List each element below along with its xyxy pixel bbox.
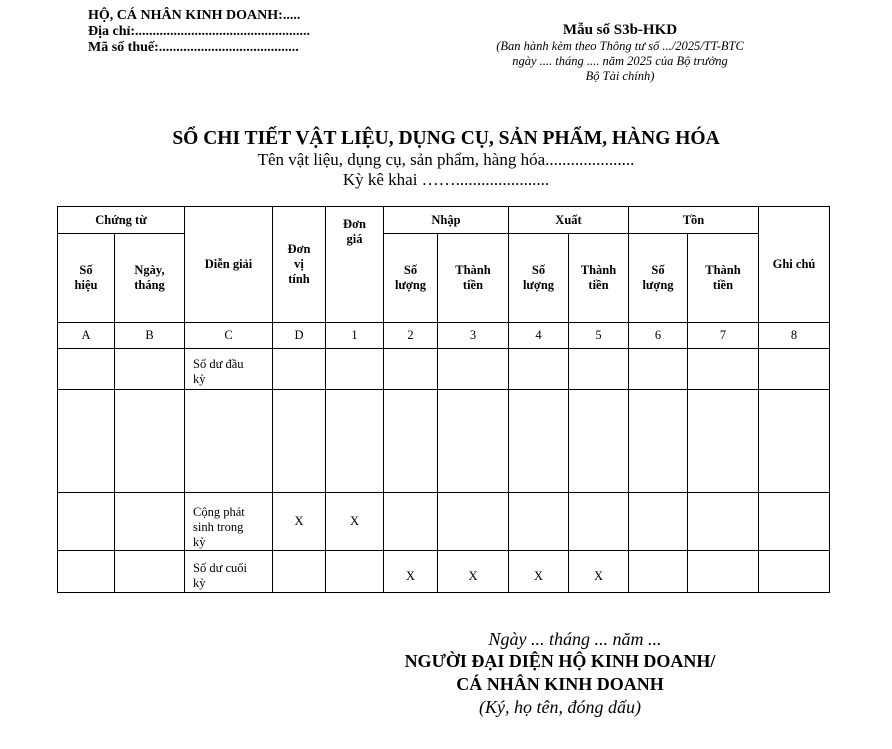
cell-balance-amount[interactable] [688, 551, 759, 593]
item-name-line: Tên vật liệu, dụng cụ, sản phẩm, hàng hóa..................... [257, 150, 635, 169]
form-number: Mẫu số S3b-HKD [562, 22, 678, 38]
col-header-note: Ghi chú [759, 207, 830, 323]
address-label: Địa chỉ:.................................................. [88, 24, 311, 39]
signature-note: (Ký, họ tên, đóng dấu) [479, 697, 641, 717]
col-header-import-qty: Số lượng [384, 234, 438, 323]
cell-export-amount: X [569, 551, 629, 593]
cell-balance-qty[interactable] [629, 349, 688, 390]
cell-balance-qty[interactable] [629, 551, 688, 593]
cell-import-amount[interactable] [438, 390, 509, 493]
cell-voucher-no[interactable] [58, 390, 115, 493]
cell-import-qty: X [384, 551, 438, 593]
cell-balance-amount[interactable] [688, 390, 759, 493]
cell-unit-price[interactable] [326, 390, 384, 493]
group-header-row [58, 207, 830, 234]
signature-title-line1: NGƯỜI ĐẠI DIỆN HỘ KINH DOANH/ [404, 651, 716, 671]
tax-code-label: Mã số thuế:........................................ [88, 40, 299, 55]
col-code: 2 [384, 323, 438, 349]
col-header-voucher-date: Ngày, tháng [115, 234, 185, 323]
business-info [88, 8, 310, 56]
signature-date: Ngày ... tháng ... năm ... [488, 629, 662, 649]
col-header-description: Diễn giải [185, 207, 273, 323]
col-code: 4 [509, 323, 569, 349]
cell-note[interactable] [759, 493, 830, 551]
cell-export-amount[interactable] [569, 493, 629, 551]
cell-export-amount[interactable] [569, 349, 629, 390]
cell-unit-price: X [326, 493, 384, 551]
col-header-balance-qty: Số lượng [629, 234, 688, 323]
col-header-unit-price: Đơn giá [326, 207, 384, 323]
cell-import-amount[interactable] [438, 493, 509, 551]
cell-import-qty[interactable] [384, 349, 438, 390]
cell-balance-amount[interactable] [688, 493, 759, 551]
table-row-entries [58, 390, 830, 493]
cell-unit-price[interactable] [326, 349, 384, 390]
page-title: SỔ CHI TIẾT VẬT LIỆU, DỤNG CỤ, SẢN PHẨM, HÀNG HÓA [172, 128, 720, 149]
table-row-closing-balance [58, 551, 830, 593]
col-code: 3 [438, 323, 509, 349]
col-code: D [273, 323, 326, 349]
form-info [470, 22, 770, 84]
cell-voucher-date[interactable] [115, 551, 185, 593]
cell-description: Số dư cuối kỳ [185, 551, 273, 593]
table-row-opening-balance [58, 349, 830, 390]
cell-export-qty: X [509, 551, 569, 593]
cell-import-amount[interactable] [438, 349, 509, 390]
cell-import-amount: X [438, 551, 509, 593]
group-header-import: Nhập [384, 207, 509, 234]
col-header-import-amount: Thành tiền [438, 234, 509, 323]
cell-note[interactable] [759, 349, 830, 390]
col-header-export-amount: Thành tiền [569, 234, 629, 323]
cell-voucher-no[interactable] [58, 349, 115, 390]
col-header-export-qty: Số lượng [509, 234, 569, 323]
cell-unit[interactable] [273, 349, 326, 390]
cell-voucher-date[interactable] [115, 493, 185, 551]
cell-import-qty[interactable] [384, 390, 438, 493]
group-header-export: Xuất [509, 207, 629, 234]
col-header-voucher-no: Số hiệu [58, 234, 115, 323]
cell-note[interactable] [759, 551, 830, 593]
col-code: 5 [569, 323, 629, 349]
cell-export-qty[interactable] [509, 349, 569, 390]
cell-unit-price[interactable] [326, 551, 384, 593]
cell-description[interactable] [185, 390, 273, 493]
col-code: 1 [326, 323, 384, 349]
signature-title-line2: CÁ NHÂN KINH DOANH [456, 674, 664, 694]
column-header-row [58, 234, 830, 323]
col-code: 6 [629, 323, 688, 349]
form-note-line1: (Ban hành kèm theo Thông tư số .../2025/TT-BTC [496, 39, 744, 53]
col-header-balance-amount: Thành tiền [688, 234, 759, 323]
cell-import-qty[interactable] [384, 493, 438, 551]
cell-balance-qty[interactable] [629, 390, 688, 493]
col-code: A [58, 323, 115, 349]
cell-unit: X [273, 493, 326, 551]
col-header-unit: Đơn vị tính [273, 207, 326, 323]
table-row-period-total [58, 493, 830, 551]
ledger-title-block [0, 128, 892, 190]
form-note-line3: Bộ Tài chính) [585, 69, 655, 83]
cell-balance-qty[interactable] [629, 493, 688, 551]
ledger-table [57, 206, 830, 593]
cell-balance-amount[interactable] [688, 349, 759, 390]
form-note-line2: ngày .... tháng .... năm 2025 của Bộ trưởng [512, 54, 728, 68]
business-name-label: HỘ, CÁ NHÂN KINH DOANH:..... [88, 8, 301, 23]
col-code: 7 [688, 323, 759, 349]
cell-description: Cộng phát sinh trong kỳ [185, 493, 273, 551]
cell-voucher-no[interactable] [58, 551, 115, 593]
group-header-balance: Tồn [629, 207, 759, 234]
signature-block [360, 628, 760, 718]
cell-export-qty[interactable] [509, 493, 569, 551]
cell-export-qty[interactable] [509, 390, 569, 493]
col-code: 8 [759, 323, 830, 349]
cell-voucher-date[interactable] [115, 390, 185, 493]
cell-voucher-date[interactable] [115, 349, 185, 390]
cell-description: Số dư đầu kỳ [185, 349, 273, 390]
cell-export-amount[interactable] [569, 390, 629, 493]
cell-note[interactable] [759, 390, 830, 493]
cell-unit[interactable] [273, 390, 326, 493]
cell-voucher-no[interactable] [58, 493, 115, 551]
cell-unit[interactable] [273, 551, 326, 593]
col-code: C [185, 323, 273, 349]
period-line: Kỳ kê khai ……...................... [342, 170, 550, 189]
column-code-row [58, 323, 830, 349]
col-code: B [115, 323, 185, 349]
group-header-voucher: Chứng từ [58, 207, 185, 234]
